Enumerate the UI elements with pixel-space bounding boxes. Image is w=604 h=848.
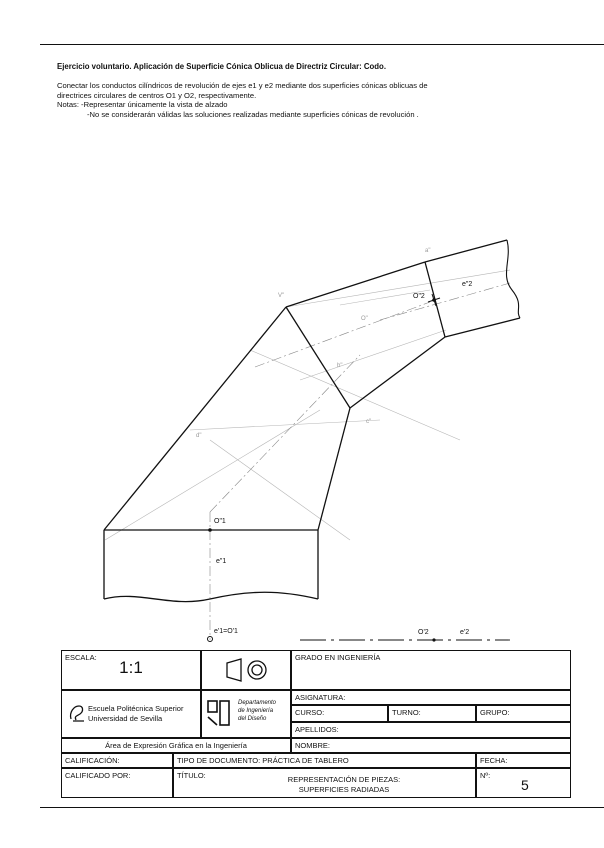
name-label: NOMBRE: (295, 741, 331, 750)
department-line-1: Departamento (238, 700, 277, 706)
elbow-outline (104, 240, 520, 599)
group-cell (476, 705, 571, 722)
label-faint-b: b" (337, 363, 343, 369)
degree-cell (291, 650, 571, 690)
department-line-3: del Diseño (238, 716, 267, 722)
projection-symbol-icon (205, 653, 289, 687)
break-line-top (506, 240, 520, 318)
label-plan-e2: e'2 (460, 629, 470, 636)
shift-label: TURNO: (392, 708, 421, 717)
name-cell (291, 738, 571, 753)
number-value: 5 (521, 777, 529, 793)
document-type-cell (173, 753, 476, 768)
school-cell (61, 690, 201, 738)
grade-cell (61, 753, 173, 768)
shift-cell (388, 705, 476, 722)
label-faint-d: d" (196, 433, 202, 439)
grade-label: CALIFICACIÓN: (65, 756, 120, 765)
title-cell (173, 768, 476, 798)
label-faint-c: c" (366, 419, 372, 425)
school-name-line-2: Universidad de Sevilla (88, 714, 163, 723)
plan-point-o2 (432, 638, 435, 641)
label-faint-v: V" (278, 293, 285, 299)
scale-cell (61, 650, 201, 690)
area-cell (61, 738, 291, 753)
instructions-line-2: directrices circulares de centros O1 y O2, respectivamente. (57, 90, 257, 100)
degree-label: GRADO EN INGENIERÍA (295, 653, 381, 662)
title-block (61, 650, 571, 798)
label-faint-o: O" (361, 316, 368, 322)
graded-by-label: CALIFICADO POR: (65, 771, 131, 780)
label-faint-a: a" (425, 248, 431, 254)
scale-label: ESCALA: (65, 653, 97, 662)
label-e1: e"1 (216, 558, 227, 565)
scale-value: 1:1 (119, 658, 143, 677)
number-label: Nº: (480, 771, 491, 780)
instructions-line-1: Conectar los conductos cilíndricos de revolución de ejes e1 y e2 mediante dos superficies cónicas oblicuas de (57, 81, 428, 91)
exercise-title: Ejercicio voluntario. Aplicación de Superficie Cónica Oblicua de Directriz Circular: Codo. (57, 62, 386, 71)
school-logo-icon (68, 703, 86, 723)
title-label: TÍTULO: (177, 771, 206, 780)
title-line-2: SUPERFICIES RADIADAS (298, 785, 390, 794)
point-o1 (208, 528, 212, 532)
title-line-1: REPRESENTACIÓN DE PIEZAS: (287, 775, 401, 784)
surnames-label: APELLIDOS: (295, 725, 339, 734)
school-name-line-1: Escuela Politécnica Superior (88, 704, 184, 713)
date-label: FECHA: (480, 756, 508, 765)
label-e2: e"2 (462, 281, 473, 288)
surnames-cell (291, 722, 571, 738)
axis-lines (210, 283, 510, 640)
notes-line-1: Notas: -Representar únicamente la vista de alzado (57, 100, 228, 110)
graded-by-cell (61, 768, 173, 798)
department-cell (201, 690, 291, 738)
notes-line-2: -No se considerarán válidas las soluciones realizadas mediante superficies cónicas de revolución . (87, 109, 419, 119)
area-label: Área de Expresión Gráfica en la Ingeniería (105, 741, 247, 750)
label-o2: O"2 (413, 293, 425, 300)
subject-label: ASIGNATURA: (295, 693, 346, 702)
label-plan-o1: e'1=O'1 (214, 628, 238, 635)
projection-symbol-cell (201, 650, 291, 690)
course-label: CURSO: (295, 708, 325, 717)
label-plan-o2: O'2 (418, 629, 429, 636)
group-label: GRUPO: (480, 708, 510, 717)
break-line-bottom (104, 592, 318, 601)
department-logo-icon (206, 697, 234, 729)
date-cell (476, 753, 571, 768)
number-cell (476, 768, 571, 798)
subject-cell (291, 690, 571, 705)
label-o1: O"1 (214, 518, 226, 525)
department-line-2: de Ingeniería (238, 708, 274, 714)
document-type-label: TIPO DE DOCUMENTO: PRÁCTICA DE TABLERO (177, 756, 349, 765)
course-cell (291, 705, 388, 722)
construction-lines (105, 270, 510, 540)
